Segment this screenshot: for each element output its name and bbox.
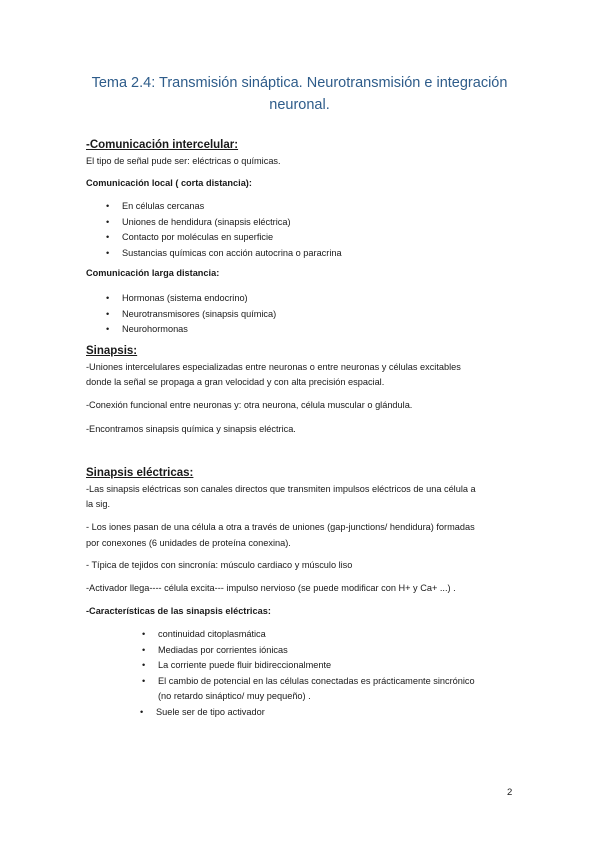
list-item-continuation: (no retardo sináptico/ muy pequeño) . (158, 691, 311, 701)
list-item: • Suele ser de tipo activador (156, 705, 473, 721)
bullet-icon: • (142, 675, 146, 686)
list-item: • Uniones de hendidura (sinapsis eléctrica) (122, 215, 342, 231)
list-item: • continuidad citoplasmática (158, 627, 475, 643)
section-sinapsis-electricas (86, 466, 516, 513)
section-sinapsis (86, 344, 516, 391)
list-item: • En células cercanas (122, 199, 342, 215)
heading-sinapsis-electricas: Sinapsis eléctricas: (86, 467, 194, 479)
bullet-icon: • (106, 324, 110, 334)
list-item: • Contacto por moléculas en superficie (122, 230, 342, 246)
electricas-p4: -Activador llega---- célula excita--- impulso nervioso (se puede modificar con H+ y Ca+ ...) . (86, 583, 456, 593)
sinapsis-p2: -Conexión funcional entre neuronas y: otra neurona, célula muscular o glándula. (86, 400, 413, 410)
section-comunicacion (86, 138, 281, 169)
bullet-icon: • (142, 644, 146, 655)
list-item: • El cambio de potencial en las células conectadas es prácticamente sincrónico (no retardo sináptico/ muy pequeño) . (142, 675, 475, 701)
caracteristicas-list (140, 627, 475, 720)
page-number: 2 (507, 787, 513, 798)
heading-comunicacion: -Comunicación intercelular: (86, 139, 239, 151)
electricas-p3: - Típica de tejidos con sincronía: músculo cardiaco y músculo liso (86, 560, 353, 570)
list-item: • La corriente puede fluir bidireccionalmente (158, 658, 475, 674)
sinapsis-p3: -Encontramos sinapsis química y sinapsis eléctrica. (86, 424, 296, 434)
long-list (106, 291, 277, 338)
electricas-p1a: -Las sinapsis eléctricas son canales directos que transmiten impulsos eléctricos de una célula a (86, 483, 476, 494)
list-item: • Hormonas (sistema endocrino) (122, 291, 276, 307)
title-line-1: Tema 2.4: Transmisión sináptica. Neurotransmisión e integración (91, 75, 508, 91)
list-item: • Neurotransmisores (sinapsis química) (122, 307, 276, 323)
list-item: • Neurohormonas (122, 322, 276, 338)
caracteristicas-title: -Características de las sinapsis eléctricas: (86, 606, 271, 616)
heading-sinapsis: Sinapsis: (86, 345, 138, 357)
intro-text: El tipo de señal pude ser: eléctricas o químicas. (86, 155, 281, 166)
bullet-icon: • (142, 660, 146, 670)
bullet-icon: • (140, 706, 144, 717)
list-item: • Sustancias químicas con acción autocrina o paracrina (122, 246, 342, 262)
electricas-p2a: - Los iones pasan de una célula a otra a través de uniones (gap-junctions/ hendidura) formadas (86, 522, 475, 532)
bullet-icon: • (106, 247, 110, 258)
sinapsis-p1b: donde la señal se propaga a gran velocidad y con alta precisión espacial. (86, 377, 385, 387)
sinapsis-p1a: -Uniones intercelulares especializadas entre neuronas o entre neuronas y células excitables (86, 361, 461, 372)
bullet-icon: • (106, 216, 110, 227)
local-title: Comunicación local ( corta distancia): (86, 178, 252, 188)
local-list (106, 199, 342, 261)
bullet-icon: • (106, 308, 110, 319)
bullet-icon: • (106, 232, 110, 242)
bullet-icon: • (106, 293, 110, 303)
title-line-2: neuronal. (269, 97, 330, 113)
electricas-p2b: por conexones (6 unidades de proteína conexina). (86, 537, 291, 548)
bullet-icon: • (142, 629, 146, 639)
electricas-p2 (86, 520, 516, 551)
bullet-icon: • (106, 201, 110, 211)
electricas-p1b: la sig. (86, 499, 111, 509)
long-title: Comunicación larga distancia: (86, 268, 220, 278)
list-item: • Mediadas por corrientes iónicas (158, 643, 475, 659)
page-title (70, 72, 529, 116)
